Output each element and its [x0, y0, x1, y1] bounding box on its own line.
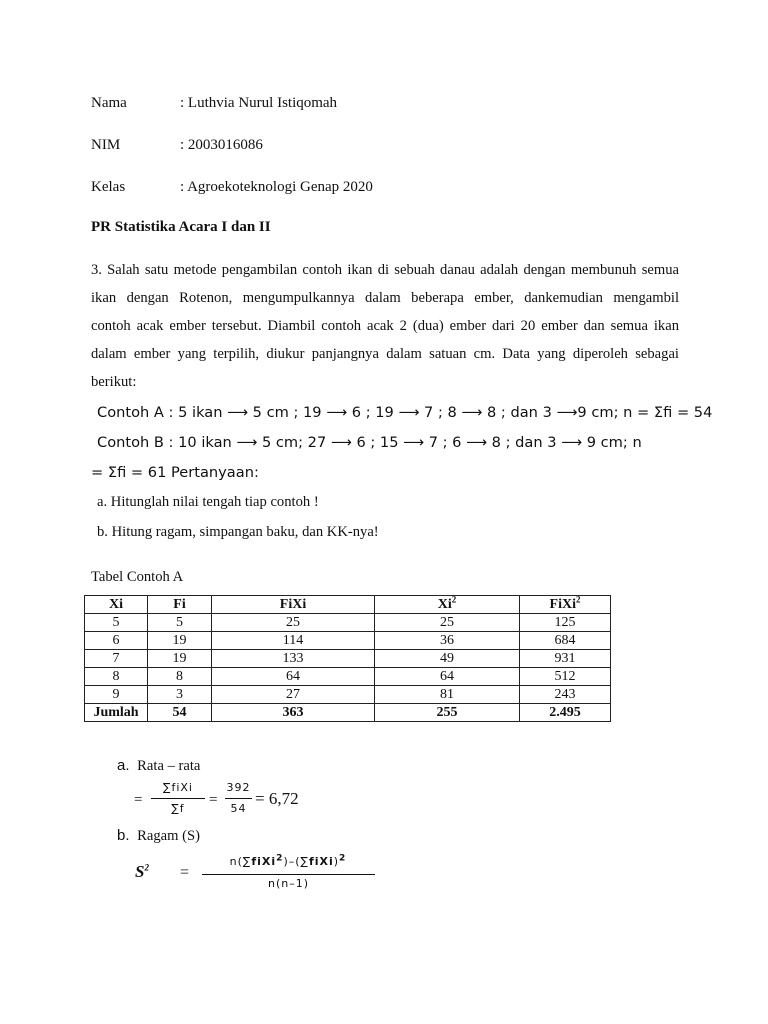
- table-cell: 2.495: [520, 704, 611, 722]
- table-cell: 19: [148, 632, 212, 650]
- variance-numerator: n(∑fiXi$^2$)–(∑fiXi)$^2$: [229, 853, 347, 868]
- table-cell: 5: [148, 614, 212, 632]
- table-cell: 7: [85, 650, 148, 668]
- table-cell: 81: [375, 686, 520, 704]
- table-cell: 54: [148, 704, 212, 722]
- table-cell: 931: [520, 650, 611, 668]
- table-cell: 27: [212, 686, 375, 704]
- answer-a-marker: a.: [117, 757, 130, 774]
- table-caption: Tabel Contoh A: [91, 569, 184, 585]
- table-cell: 49: [375, 650, 520, 668]
- nim-value: : 2003016086: [180, 137, 263, 153]
- table-header-row: [85, 596, 611, 614]
- table-cell: 3: [148, 686, 212, 704]
- table-row: [85, 650, 611, 668]
- header-xi-squared: Xi$^2$: [375, 596, 520, 614]
- variance-denominator: n(n–1): [267, 877, 310, 890]
- mean-fraction-bar: [151, 798, 205, 799]
- table-row: [85, 668, 611, 686]
- problem-line: contoh acak ember tersebut. Diambil contoh acak 2 (dua) ember dari 20 ember dan semua ikan: [91, 318, 679, 334]
- mean-numerator: ∑fiXi: [163, 781, 193, 794]
- nim-label: NIM: [91, 137, 121, 153]
- answer-a-title: Rata – rata: [137, 758, 201, 774]
- problem-line: berikut:: [91, 374, 137, 390]
- mean-equals-2: =: [209, 792, 218, 808]
- question-b: b. Hitung ragam, simpangan baku, dan KK-nya!: [97, 524, 379, 540]
- table-cell: 133: [212, 650, 375, 668]
- sample-a-table: [84, 595, 611, 722]
- mean-denominator: ∑f: [171, 802, 185, 815]
- table-cell: 64: [375, 668, 520, 686]
- question-a: a. Hitunglah nilai tengah tiap contoh !: [97, 494, 319, 510]
- mean-count-value: 54: [230, 802, 247, 815]
- table-cell: 25: [212, 614, 375, 632]
- answer-b-heading: [117, 827, 200, 845]
- mean-equals-1: =: [134, 792, 143, 808]
- variance-symbol: $S^2$: [135, 862, 149, 881]
- table-cell: 8: [148, 668, 212, 686]
- class-label: Kelas: [91, 179, 126, 195]
- problem-paragraph: [91, 256, 679, 396]
- variance-equals: =: [180, 864, 190, 881]
- problem-line: ikan dengan Rotenon, mengumpulkannya dalam beberapa ember, dankemudian mengambil: [91, 290, 679, 306]
- answer-b-marker: b.: [117, 827, 130, 844]
- header-fixi: FiXi: [212, 596, 375, 614]
- table-cell: 684: [520, 632, 611, 650]
- name-value: : Luthvia Nurul Istiqomah: [180, 95, 338, 111]
- mean-sum-value: 392: [226, 781, 251, 794]
- table-cell: 25: [375, 614, 520, 632]
- name-label: Nama: [91, 95, 127, 111]
- table-total-row: [85, 704, 611, 722]
- mean-value-bar: [225, 798, 252, 799]
- class-value: : Agroekoteknologi Genap 2020: [180, 179, 373, 195]
- sample-b-line: Contoh B : 10 ikan ⟶ 5 cm; 27 ⟶ 6 ; 15 ⟶ 7 ; 6 ⟶ 8 ; dan 3 ⟶ 9 cm; n: [97, 434, 642, 451]
- table-row: [85, 686, 611, 704]
- table-cell: 243: [520, 686, 611, 704]
- document-title: PR Statistika Acara I dan II: [91, 219, 271, 235]
- table-cell: Jumlah: [85, 704, 148, 722]
- table-cell: 6: [85, 632, 148, 650]
- sample-a-line: Contoh A : 5 ikan ⟶ 5 cm ; 19 ⟶ 6 ; 19 ⟶ 7 ; 8 ⟶ 8 ; dan 3 ⟶9 cm; n = Σfi = 54: [97, 404, 713, 421]
- table-cell: 36: [375, 632, 520, 650]
- header-fi: Fi: [148, 596, 212, 614]
- variance-fraction-bar: [202, 874, 375, 875]
- table-cell: 19: [148, 650, 212, 668]
- table-cell: 8: [85, 668, 148, 686]
- table-row: [85, 614, 611, 632]
- sample-b-continuation: = Σfi = 61 Pertanyaan:: [91, 464, 259, 481]
- table-cell: 512: [520, 668, 611, 686]
- table-row: [85, 632, 611, 650]
- table-cell: 363: [212, 704, 375, 722]
- table-cell: 125: [520, 614, 611, 632]
- table-cell: 114: [212, 632, 375, 650]
- table-cell: 9: [85, 686, 148, 704]
- table-cell: 64: [212, 668, 375, 686]
- table-cell: 255: [375, 704, 520, 722]
- answer-a-heading: [117, 757, 200, 775]
- answer-b-title: Ragam (S): [137, 828, 200, 844]
- problem-line: 3. Salah satu metode pengambilan contoh ikan di sebuah danau adalah dengan membunuh semua: [91, 262, 679, 278]
- table-cell: 5: [85, 614, 148, 632]
- problem-line: dalam ember yang terpilih, diukur panjangnya dalam satuan cm. Data yang diperoleh sebagai: [91, 346, 679, 362]
- header-xi: Xi: [85, 596, 148, 614]
- header-fixi-squared: FiXi$^2$: [520, 596, 611, 614]
- mean-result: = 6,72: [255, 789, 299, 808]
